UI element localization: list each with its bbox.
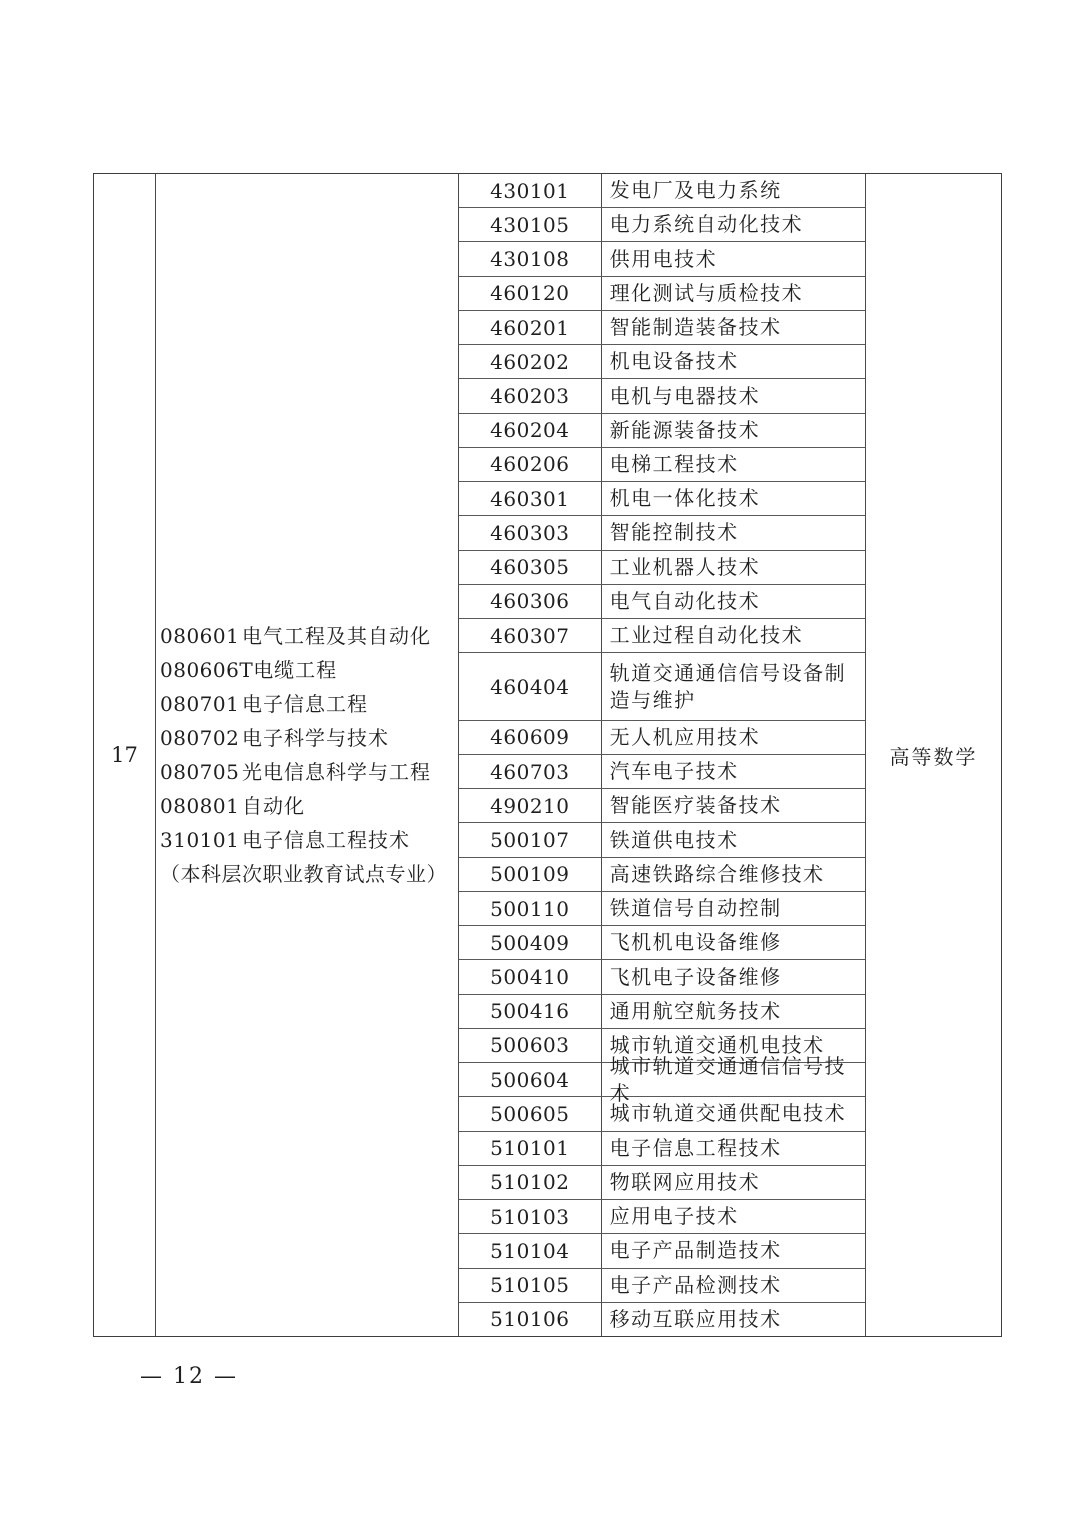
table-row xyxy=(459,926,865,960)
table-row xyxy=(459,1269,865,1303)
vocational-major-code: 500605 xyxy=(459,1097,602,1130)
table-row xyxy=(459,311,865,345)
row-index-cell xyxy=(94,174,156,1336)
table-row xyxy=(459,755,865,789)
table-row xyxy=(459,789,865,823)
undergraduate-major-line xyxy=(160,687,456,721)
table-row xyxy=(459,1166,865,1200)
vocational-major-code: 500604 xyxy=(459,1063,602,1096)
exam-subject: 高等数学 xyxy=(889,744,978,769)
vocational-major-name: 铁道供电技术 xyxy=(609,827,739,852)
vocational-major-name: 智能控制技术 xyxy=(609,520,739,545)
vocational-major-name: 移动互联应用技术 xyxy=(609,1306,782,1331)
undergraduate-major-code: 080701 xyxy=(160,692,240,716)
table-row xyxy=(459,1234,865,1268)
undergraduate-major-name: 光电信息科学与工程 xyxy=(242,760,431,784)
undergraduate-major-name: 自动化 xyxy=(242,794,305,818)
table-row xyxy=(459,516,865,550)
vocational-major-code: 430108 xyxy=(459,242,602,275)
table-row xyxy=(459,585,865,619)
table-row xyxy=(459,858,865,892)
undergraduate-major-name: 电子信息工程 xyxy=(242,692,368,716)
vocational-major-code: 460301 xyxy=(459,482,602,515)
row-index: 17 xyxy=(111,743,138,767)
table-row xyxy=(459,619,865,653)
vocational-major-name: 高速铁路综合维修技术 xyxy=(609,861,825,886)
table-row xyxy=(459,482,865,516)
table-row xyxy=(459,379,865,413)
vocational-major-name: 电子产品制造技术 xyxy=(609,1238,782,1263)
vocational-major-code: 500410 xyxy=(459,960,602,993)
vocational-major-code: 460120 xyxy=(459,277,602,310)
undergraduate-major-name: 电气工程及其自动化 xyxy=(242,624,431,648)
undergraduate-major-code: 080606T xyxy=(160,658,254,682)
table-row xyxy=(459,995,865,1029)
table-row xyxy=(459,551,865,585)
vocational-major-code: 460203 xyxy=(459,379,602,412)
table-row xyxy=(459,1132,865,1166)
vocational-major-name: 智能医疗装备技术 xyxy=(609,793,782,818)
undergraduate-major-line xyxy=(160,823,456,857)
vocational-major-code: 460201 xyxy=(459,311,602,344)
table-row xyxy=(459,345,865,379)
vocational-majors-rows xyxy=(459,174,866,1336)
undergraduate-major-code: 080601 xyxy=(160,624,240,648)
table-row xyxy=(459,277,865,311)
vocational-major-code: 500110 xyxy=(459,892,602,925)
table-row xyxy=(459,448,865,482)
table-row xyxy=(459,721,865,755)
undergraduate-majors-list xyxy=(160,619,456,857)
vocational-major-name: 智能制造装备技术 xyxy=(609,315,782,340)
vocational-major-name: 电梯工程技术 xyxy=(609,451,739,476)
vocational-major-name: 飞机机电设备维修 xyxy=(609,930,782,955)
vocational-major-code: 460206 xyxy=(459,448,602,481)
majors-table xyxy=(93,173,1002,1337)
vocational-major-name: 应用电子技术 xyxy=(609,1204,739,1229)
vocational-major-code: 490210 xyxy=(459,789,602,822)
vocational-major-code: 460609 xyxy=(459,721,602,754)
vocational-major-name: 物联网应用技术 xyxy=(609,1169,761,1194)
undergraduate-major-line xyxy=(160,721,456,755)
table-row xyxy=(459,1303,865,1336)
vocational-major-code: 510104 xyxy=(459,1234,602,1267)
vocational-major-name: 城市轨道交通通信信号技术 xyxy=(609,1053,847,1105)
vocational-major-code: 500107 xyxy=(459,823,602,856)
undergraduate-major-code: 080702 xyxy=(160,726,240,750)
vocational-major-code: 460305 xyxy=(459,551,602,584)
undergraduate-major-name: 电子科学与技术 xyxy=(242,726,389,750)
table-row xyxy=(459,1053,865,1105)
vocational-major-code: 460306 xyxy=(459,585,602,618)
vocational-major-code: 460703 xyxy=(459,755,602,788)
vocational-major-name: 电力系统自动化技术 xyxy=(609,212,804,237)
vocational-major-code: 500603 xyxy=(459,1029,602,1062)
table-row xyxy=(459,653,865,720)
vocational-major-code: 460303 xyxy=(459,516,602,549)
undergraduate-major-line xyxy=(160,653,456,687)
vocational-major-code: 510102 xyxy=(459,1166,602,1199)
table-row xyxy=(459,174,865,208)
vocational-major-name: 城市轨道交通供配电技术 xyxy=(609,1101,847,1126)
undergraduate-major-line xyxy=(160,755,456,789)
table-row xyxy=(459,242,865,276)
vocational-major-name: 供用电技术 xyxy=(609,246,718,271)
undergraduate-major-code: 080705 xyxy=(160,760,240,784)
table-row xyxy=(459,960,865,994)
undergraduate-note: （本科层次职业教育试点专业） xyxy=(160,862,447,886)
vocational-major-code: 430105 xyxy=(459,208,602,241)
exam-subject-cell xyxy=(866,174,1001,1336)
undergraduate-major-line xyxy=(160,619,456,653)
vocational-major-code: 500109 xyxy=(459,858,602,891)
vocational-major-name: 电子产品检测技术 xyxy=(609,1272,782,1297)
vocational-major-name: 通用航空航务技术 xyxy=(609,998,782,1023)
table-row xyxy=(459,892,865,926)
vocational-major-name: 机电设备技术 xyxy=(609,349,739,374)
vocational-major-name: 轨道交通通信信号设备制造与维护 xyxy=(609,660,847,712)
table-row xyxy=(459,208,865,242)
vocational-major-code: 460404 xyxy=(459,653,602,719)
undergraduate-major-line xyxy=(160,789,456,823)
vocational-major-name: 发电厂及电力系统 xyxy=(609,178,782,203)
undergraduate-major-code: 080801 xyxy=(160,794,240,818)
vocational-major-code: 460307 xyxy=(459,619,602,652)
vocational-major-code: 500409 xyxy=(459,926,602,959)
undergraduate-majors-cell xyxy=(156,174,459,1336)
vocational-major-name: 飞机电子设备维修 xyxy=(609,964,782,989)
table-row xyxy=(459,1097,865,1131)
vocational-major-name: 新能源装备技术 xyxy=(609,417,761,442)
vocational-major-code: 430101 xyxy=(459,174,602,207)
vocational-major-code: 500416 xyxy=(459,995,602,1028)
vocational-major-code: 510106 xyxy=(459,1303,602,1336)
vocational-major-name: 电机与电器技术 xyxy=(609,383,761,408)
vocational-major-name: 理化测试与质检技术 xyxy=(609,280,804,305)
table-row xyxy=(459,1200,865,1234)
undergraduate-major-name: 电缆工程 xyxy=(253,658,338,682)
page-number: — 12 — xyxy=(140,1364,238,1389)
vocational-major-code: 510105 xyxy=(459,1269,602,1302)
undergraduate-major-code: 310101 xyxy=(160,828,240,852)
vocational-major-name: 电子信息工程技术 xyxy=(609,1135,782,1160)
vocational-major-name: 无人机应用技术 xyxy=(609,724,761,749)
vocational-major-name: 工业过程自动化技术 xyxy=(609,623,804,648)
vocational-major-code: 510101 xyxy=(459,1132,602,1165)
table-row xyxy=(459,823,865,857)
vocational-major-name: 铁道信号自动控制 xyxy=(609,896,782,921)
vocational-major-code: 510103 xyxy=(459,1200,602,1233)
vocational-major-name: 电气自动化技术 xyxy=(609,588,761,613)
vocational-major-code: 460202 xyxy=(459,345,602,378)
vocational-major-name: 机电一体化技术 xyxy=(609,486,761,511)
table-row xyxy=(459,414,865,448)
vocational-major-name: 汽车电子技术 xyxy=(609,759,739,784)
undergraduate-major-name: 电子信息工程技术 xyxy=(242,828,410,852)
vocational-major-name: 城市轨道交通机电技术 xyxy=(609,1032,825,1057)
vocational-major-code: 460204 xyxy=(459,414,602,447)
vocational-major-name: 工业机器人技术 xyxy=(609,554,761,579)
